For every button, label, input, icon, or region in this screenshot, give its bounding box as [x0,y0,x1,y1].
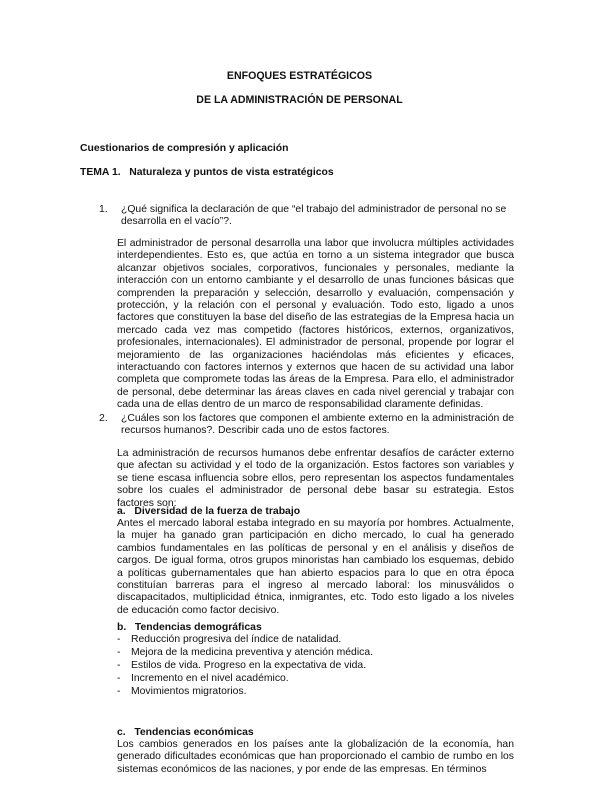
bullet-dash: - [117,659,121,671]
bullet-dash: - [117,646,121,658]
answer-paragraph: El administrador de personal desarrolla una labor que involucra múltiples actividades interdependientes. Esto es, que actúa en torno a un sistema integrador que busca alcanzar objetivos sociales, corporativos, funcionales y personales, mediante la interacción con un entorno cambiante y el desarrollo de unas funciones básicas que comprenden la preparación y selección, desarrollo y evaluación, compensación y protección, y la relación con el personal y evaluación. Todo esto, ligado a unos factores que constituyen la base del diseño de las estrategias de la Empresa hacia un mercado cada vez mas competido (factores históricos, externos, organizativos, profesionales, internacionales). El administrador de personal, propende por lograr el mejoramiento de las organizaciones haciéndolas más eficientes y eficaces, interactuando con factores internos y externos que hacen de su actividad una labor completa que compromete todas las áreas de la Empresa. Para ello, el administrador de personal, debe determinar las áreas claves en cada nivel gerencial y trabajar con cada una de ellas dentro de un marco de responsabilidad claramente definidas. [117,238,514,411]
tema-heading: TEMA 1. Naturaleza y puntos de vista estratégicos [80,167,334,178]
section-paragraph-a: Antes el mercado laboral estaba integrado en su mayoría por hombres. Actualmente, la mujer ha ganado gran participación en dicho mercado, lo cual ha generado cambios fundamentales en las políticas de personal y en el análisis y diseños de cargos. De igual forma, otros grupos minoristas han cambiado los esquemas, debido a políticas gubernamentales que han abierto espacios para lo que en otra época constituían barreras para el ingreso al mercado laboral: los minusválidos o discapacitados, multiplicidad étnica, inmigrantes, etc. Todo esto ligado a los niveles de educación como factor decisivo. [117,518,514,616]
list-item-text: Reducción progresiva del índice de natalidad. [131,634,342,645]
list-item-text: Movimientos migratorios. [131,685,247,697]
list-item [117,673,517,686]
section-paragraph-c: Los cambios generados en los países ante la globalización de la economía, han generado dificultades económicas que han proporcionado el cambio de rumbo en los sistemas económicos de las naciones, y por ende de las empresas. En términos [117,739,514,775]
bullet-dash: - [117,685,121,697]
question-number: 1. [99,204,108,215]
list-item [117,660,517,673]
list-item [117,647,517,660]
document-title-line2: DE LA ADMINISTRACIÓN DE PERSONAL [196,94,403,106]
question-text: ¿Qué significa la declaración de que “el trabajo del administrador de personal no se desarrolla en el vacío”?. [121,204,507,228]
list-item-text: Estilos de vida. Progreso en la expectativa de vida. [131,659,367,671]
bullet-dash: - [117,634,121,645]
section-subtitle: Cuestionarios de compresión y aplicación [80,143,289,154]
bullet-list [117,634,517,698]
question-text: ¿Cuáles son los factores que componen el ambiente externo en la administración de recursos humanos?. Describir cada uno de estos factores. [121,413,514,437]
document-title-line1: ENFOQUES ESTRATÉGICOS [226,70,373,82]
list-item-text: Incremento en el nivel académico. [131,672,289,684]
section-heading-c: c. Tendencias económicas [117,727,254,738]
bullet-dash: - [117,672,121,684]
section-heading-b: b. Tendencias demográficas [117,622,262,633]
question-number: 2. [99,413,108,424]
list-item [117,686,517,699]
answer-paragraph: La administración de recursos humanos debe enfrentar desafíos de carácter externo que afectan su actividad y el todo de la organización. Estos factores son variables y se tiene escasa influencia sobre ellos, pero representan los aspectos fundamentales sobre los cuales el administrador de personal debe basar su estrategia. Estos factores son: [117,448,514,509]
list-item-text: Mejora de la medicina preventiva y atención médica. [131,646,373,658]
section-heading-a: a. Diversidad de la fuerza de trabajo [117,506,301,517]
list-item [117,634,517,647]
